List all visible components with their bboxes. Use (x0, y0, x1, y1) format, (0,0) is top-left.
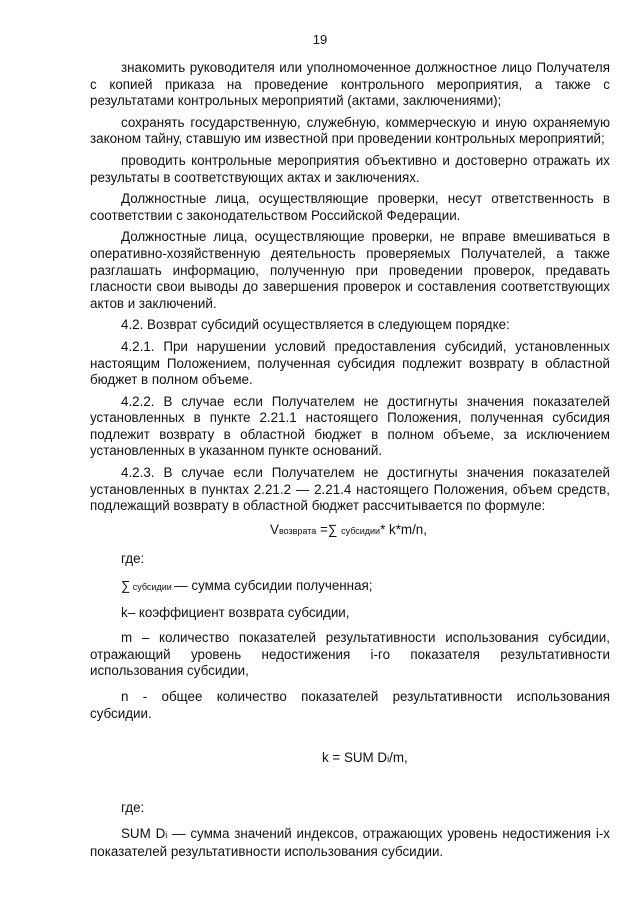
k-formula-right: /m, (389, 750, 408, 766)
sumd-prefix: SUM D (121, 826, 166, 842)
k-formula-subscript: i (387, 754, 390, 765)
document-body (90, 60, 610, 870)
paragraph: Должностные лица, осуществляющие проверки, не вправе вмешиваться в оперативно-хозяйственную деятельность проверяемых Получателей, а также разглашать информацию, полученную при проведении проверок, предавать гласности свои выводы до завершения проверок и составления соответствующих актов и заключений. (90, 229, 610, 311)
where-label: где: (121, 799, 145, 815)
refund-formula (90, 522, 610, 540)
paragraph: 4.2.3. В случае если Получателем не достигнуты значения показателей установленных в пунктах 2.21.2 — 2.21.4 настоящего Положения, объем средств, подлежащий возврату в областной бюджет рассчитывается по формуле: (90, 465, 610, 514)
paragraph: Должностные лица, осуществляющие проверки, несут ответственность в соответствии с законодательством Российской Федерации. (90, 191, 610, 223)
k-formula (90, 750, 610, 768)
k-formula-left: k = SUM D (322, 750, 388, 766)
definition-k: k– коэффициент возврата субсидии, (121, 604, 350, 620)
formula-v-subscript: возврата (278, 525, 317, 536)
paragraph: 4.2. Возврат субсидий осуществляется в следующем порядке: (121, 317, 510, 333)
sumd-subscript: i (165, 830, 168, 841)
formula-v: V (270, 521, 279, 537)
page-number: 19 (312, 32, 328, 47)
paragraph: 4.2.2. В случае если Получателем не достигнуты значения показателей установленных в пункте 2.21.1 настоящего Положения, полученная субсидия подлежит возврату в областной бюджет в полном объеме, за исключением установленных в указанном пункте оснований. (90, 393, 610, 459)
paragraph: сохранять государственную, служебную, коммерческую и иную охраняемую законом тайну, ставшую им известной при проведении контрольных мероприятий; (90, 114, 610, 147)
paragraph: знакомить руководителя или уполномоченное должностное лицо Получателя с копией приказа на проведение контрольного мероприятия, а также с результатами контрольных мероприятий (актами, заключениями); (90, 60, 610, 109)
where-label: где: (121, 551, 145, 567)
definition-n: n - общее количество показателей результативности использования субсидии. (90, 689, 610, 721)
definition-sumd (90, 826, 610, 860)
paragraph: 4.2.1. При нарушении условий предоставления субсидий, установленных настоящим Положением, полученная субсидия подлежит возврату в областной бюджет в полном объеме. (90, 338, 610, 388)
paragraph: проводить контрольные мероприятия объективно и достоверно отражать их результаты в соответствующих актах и заключениях. (90, 152, 610, 185)
definition-m: m – количество показателей результативности использования субсидии, отражающий уровень недостижения i-го показателя результативности использования субсидии, (90, 630, 610, 679)
sigma-subscript: субсидии (130, 582, 175, 593)
formula-sum-sign: =∑ (316, 521, 342, 537)
definition-sum (90, 578, 610, 596)
formula-sum-subscript: субсидии (341, 525, 381, 536)
sumd-text: — сумма значений индексов, отражающих уровень недостижения i-х показателей результативности использования субсидии. (90, 826, 610, 859)
sigma-symbol: ∑ (121, 578, 131, 594)
sigma-definition: — сумма субсидии полученная; (174, 578, 373, 594)
formula-rest: * k*m/n, (380, 521, 427, 537)
